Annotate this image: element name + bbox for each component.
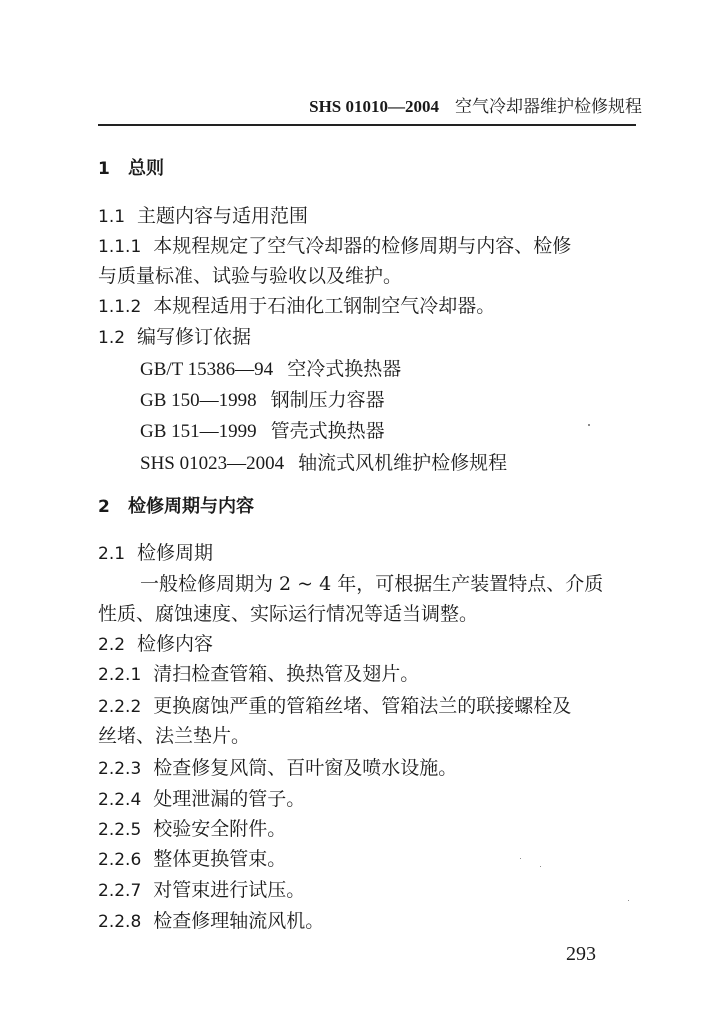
clause-text: 本规程适用于石油化工钢制空气冷却器。 [153,295,496,317]
section-1-2-heading [98,326,251,349]
clause-text: 对管束进行试压。 [153,879,306,901]
clause-number: 2.2.6 [98,850,142,870]
clause-text: 清扫检查管箱、换热管及翅片。 [153,663,420,685]
page-number: 293 [566,943,596,965]
section-title: 主题内容与适用范围 [137,205,309,227]
clause-text: 更换腐蚀严重的管箱丝堵、管箱法兰的联接螺栓及 [153,695,572,717]
reference-code: SHS 01023—2004 [140,453,285,474]
paragraph-line: 一般检修周期为 2 ~ 4 年，可根据生产装置特点、介质 [140,573,604,595]
section-title: 检修周期与内容 [128,496,254,517]
scan-speck [520,858,521,859]
clause-2-2-2 [98,695,571,718]
clause-2-2-4 [98,788,305,811]
clause-2-2-6 [98,848,286,871]
clause-2-2-7 [98,879,305,902]
clause-number: 2.2.3 [98,759,142,779]
clause-text: 检查修复风筒、百叶窗及喷水设施。 [153,757,458,779]
clause-2-2-5 [98,818,286,841]
clause-number: 2.2.1 [98,665,142,685]
reference-code: GB 151—1999 [140,421,257,442]
clause-text: 本规程规定了空气冷却器的检修周期与内容、检修 [153,235,572,257]
section-number: 2 [98,497,110,517]
clause-1-1-2 [98,295,495,318]
clause-number: 1.1.1 [98,237,142,257]
section-number: 1 [98,159,110,179]
reference-item [140,358,401,381]
reference-name: 空冷式换热器 [287,358,402,380]
clause-text: 校验安全附件。 [153,818,287,840]
section-2-1-heading [98,542,213,565]
reference-name: 管壳式换热器 [270,420,385,442]
reference-item [140,420,385,443]
running-header [309,92,642,117]
scan-speck [540,866,541,867]
section-title: 检修周期 [137,542,214,564]
header-title: 空气冷却器维护检修规程 [455,97,642,117]
section-2-2-heading [98,633,213,656]
scan-speck [588,424,590,426]
section-number: 1.1 [98,207,126,227]
paragraph-line: 性质、腐蚀速度、实际运行情况等适当调整。 [98,603,479,625]
clause-number: 2.2.8 [98,912,142,932]
reference-item [140,389,385,412]
reference-code: GB 150—1998 [140,390,257,411]
reference-item [140,452,507,475]
scan-speck [628,900,629,901]
header-standard-code: SHS 01010—2004 [309,97,439,116]
section-title: 检修内容 [137,633,214,655]
section-number: 2.1 [98,544,126,564]
clause-number: 2.2.5 [98,820,142,840]
clause-2-2-8 [98,910,324,933]
clause-1-1-1-continued: 与质量标准、试验与验收以及维护。 [98,265,403,287]
clause-number: 1.1.2 [98,297,142,317]
section-title: 总则 [128,158,164,179]
section-number: 2.2 [98,635,126,655]
reference-name: 轴流式风机维护检修规程 [298,452,508,474]
clause-text: 检查修理轴流风机。 [153,910,325,932]
clause-text: 整体更换管束。 [153,848,287,870]
clause-text: 处理泄漏的管子。 [153,788,306,810]
section-2-heading [98,496,254,518]
section-1-1-heading [98,205,308,228]
clause-2-2-3 [98,757,457,780]
section-title: 编写修订依据 [137,326,252,348]
reference-code: GB/T 15386—94 [140,359,274,380]
clause-1-1-1 [98,235,571,258]
header-rule [98,124,636,126]
section-number: 1.2 [98,328,126,348]
clause-number: 2.2.7 [98,881,142,901]
reference-name: 钢制压力容器 [270,389,385,411]
clause-2-2-1 [98,663,419,686]
clause-number: 2.2.4 [98,790,142,810]
clause-2-2-2-continued: 丝堵、法兰垫片。 [98,725,251,747]
clause-number: 2.2.2 [98,697,142,717]
section-1-heading [98,158,164,180]
